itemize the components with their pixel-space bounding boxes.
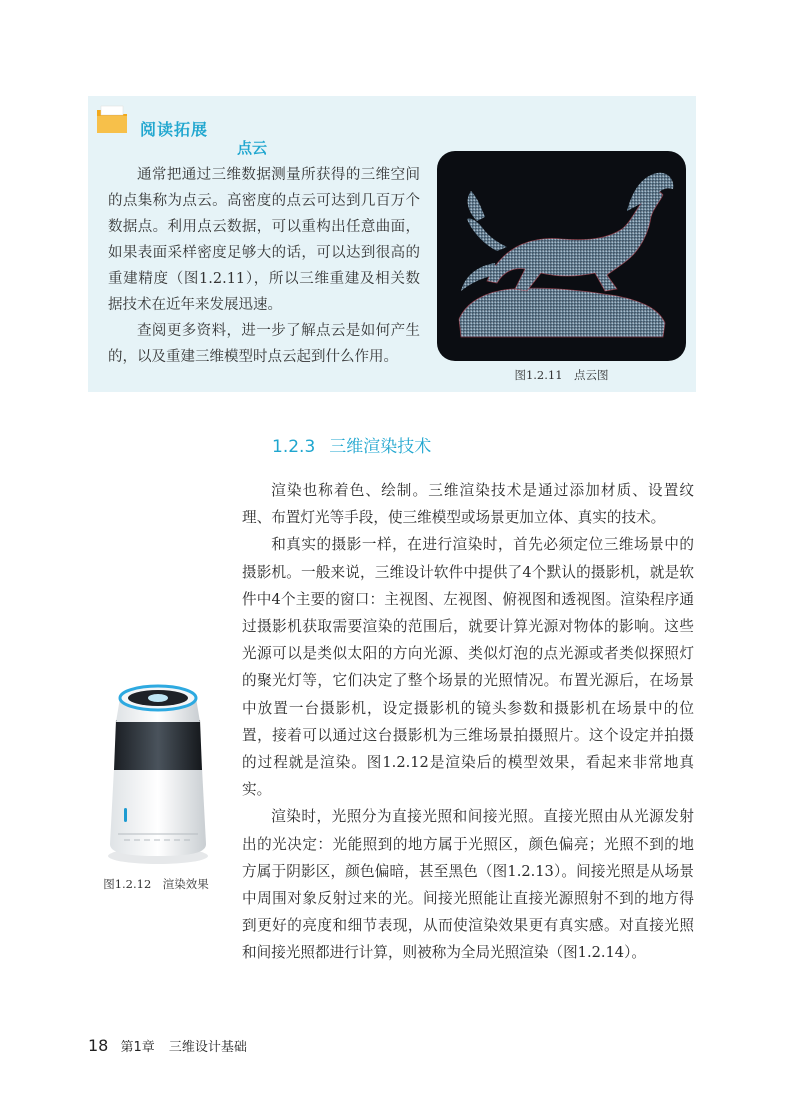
reading-box-body: [108, 162, 420, 370]
reading-paragraph: 查阅更多资料，进一步了解点云是如何产生的，以及重建三维模型时点云起到什么作用。: [108, 323, 420, 365]
point-cloud-caption: 图1.2.11 点云图: [514, 368, 609, 382]
section-title: 三维渲染技术: [329, 437, 432, 457]
body-paragraph: 渲染也称着色、绘制。三维渲染技术是通过添加材质、设置纹理、布置灯光等手段，使三维模型或场景更加立体、真实的技术。: [242, 482, 694, 527]
point-cloud-image: [437, 151, 686, 361]
folder-icon: [95, 104, 129, 136]
robot-figure-caption: 图1.2.12 渲染效果: [103, 877, 209, 891]
body-paragraph: 和真实的摄影一样，在进行渲染时，首先必须定位三维场景中的摄影机。一般来说，三维设计软件中提供了4个默认的摄影机，就是软件中4个主要的窗口：主视图、左视图、俯视图和透视图。渲染程序通过摄影机获取需要渲染的范围后，就要计算光源对物体的影响。这些光源可以是类似太阳的方向光源、类似灯泡的点光源或者类似探照灯的聚光灯等，它们决定了整个场景的光照情况。布置光源后，在场景中放置一台摄影机，设定摄影机的镜头参数和摄影机在场景中的位置，接着可以通过这台摄影机为三维场景拍摄照片。这个设定并拍摄的过程就是渲染。图1.2.12是渲染后的模型效果，看起来非常地真实。: [242, 536, 694, 799]
reading-box-subtitle: 点云: [237, 139, 268, 157]
page-footer: [88, 1036, 247, 1055]
page-number: 18: [88, 1036, 109, 1055]
reading-paragraph: 通常把通过三维数据测量所获得的三维空间的点集称为点云。高密度的点云可达到几百万个数据点。利用点云数据，可以重构出任意曲面，如果表面采样密度足够大的话，可以达到很高的重建精度（图1.2.11），所以三维重建及相关数据技术在近年来发展迅速。: [108, 167, 420, 313]
rendered-robot-image: [94, 676, 222, 866]
chapter-label: 第1章: [120, 1040, 155, 1055]
section-body: [242, 477, 694, 967]
section-heading: [272, 432, 431, 457]
point-cloud-horse-illustration: [437, 151, 686, 361]
body-paragraph: 渲染时，光照分为直接光照和间接光照。直接光照由从光源发射出的光决定：光能照到的地方属于光照区，颜色偏亮；光照不到的地方属于阴影区，颜色偏暗，甚至黑色（图1.2.13）。间接光照是从场景中周围对象反射过来的光。间接光照能让直接光源照射不到的地方得到更好的亮度和细节表现，从而使渲染效果更有真实感。对直接光照和间接光照都进行计算，则被称为全局光照渲染（图1.2.14）。: [242, 808, 694, 962]
reading-box-title: 阅读拓展: [140, 120, 209, 139]
section-number: 1.2.3: [272, 437, 316, 457]
chapter-title: 三维设计基础: [168, 1040, 247, 1055]
